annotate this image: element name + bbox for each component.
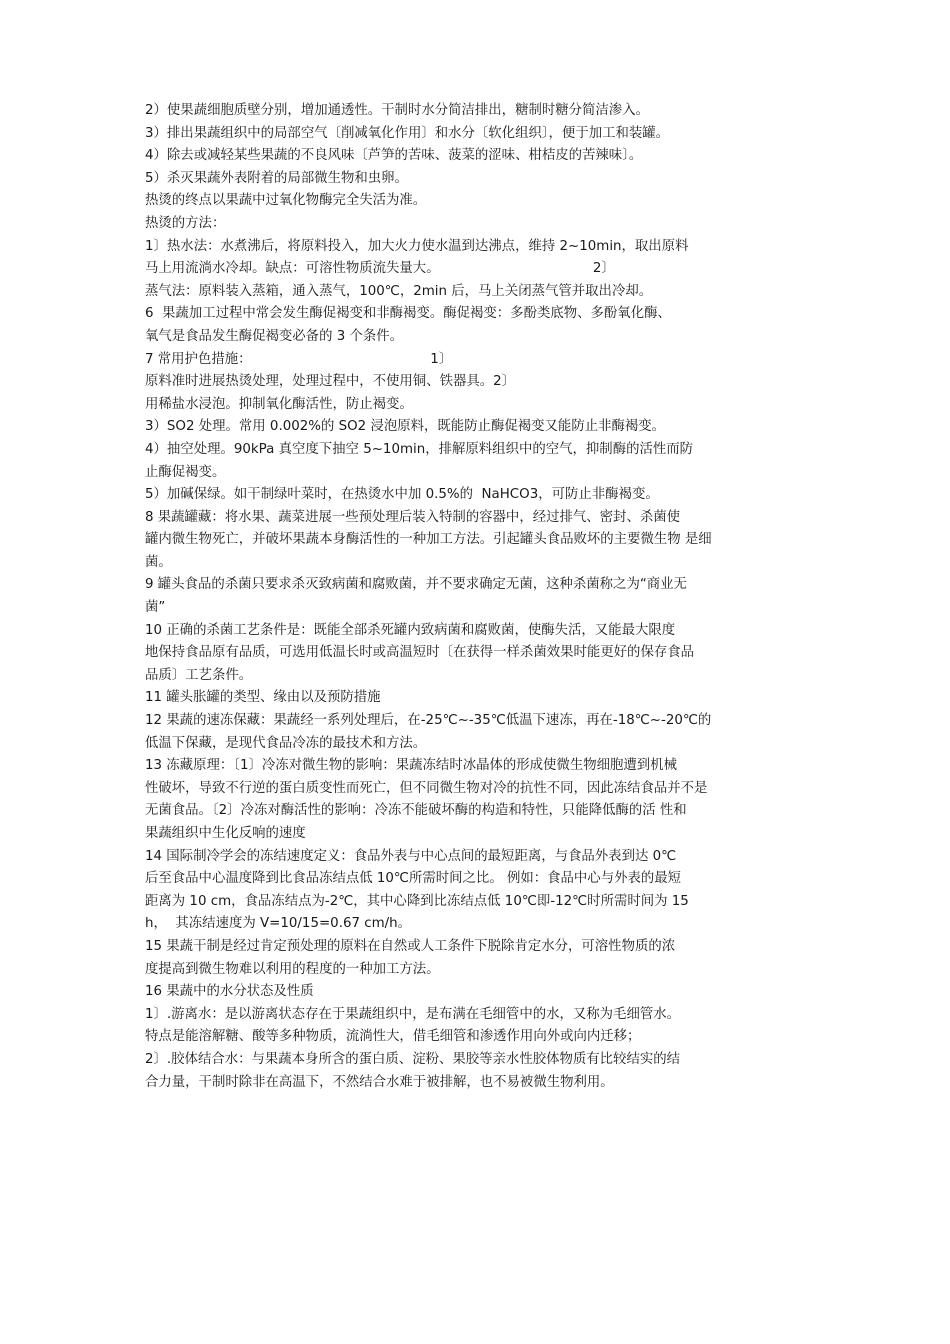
text-line: 氧气是食品发生酶促褐变必备的 3 个条件。 (145, 328, 404, 344)
text-line: 后至食品中心温度降到比食品冻结点低 10℃所需时间之比。 例如：食品中心与外表的最短 (145, 871, 682, 887)
text-line: 无菌食品。〔2〕冷冻对酶活性的影响：冷冻不能破坏酶的构造和特性，只能降低酶的活 性和 (145, 803, 687, 819)
text-line: 马上用流淌水冷却。缺点：可溶性物质流失量大。 2〕 (145, 261, 615, 277)
text-line: 热烫的方法： (145, 215, 226, 231)
text-line: 13 冻藏原理：〔1〕冷冻对微生物的影响：果蔬冻结时冰晶体的形成使微生物细胞遭到机械 (145, 758, 677, 774)
text-line: 7 常用护色措施： 1〕 (145, 351, 453, 367)
text-line: 4）除去或减轻某些果蔬的不良风味〔芦笋的苦味、菠菜的涩味、柑桔皮的苦辣味〕。 (145, 148, 643, 164)
text-line: 15 果蔬干制是经过肯定预处理的原料在自然或人工条件下脱除肯定水分，可溶性物质的浓 (145, 938, 676, 954)
text-line: 2）使果蔬细胞质壁分别，增加通透性。干制时水分简洁排出，糖制时糖分简洁渗入。 (145, 103, 649, 118)
text-line: 12 果蔬的速冻保藏：果蔬经一系列处理后，在-25℃~-35℃低温下速冻，再在-18℃~-20℃的 (145, 713, 712, 729)
text-line: 3）排出果蔬组织中的局部空气〔削减氧化作用〕和水分〔软化组织〕，便于加工和装罐。 (145, 125, 670, 141)
text-line: 6 果蔬加工过程中常会发生酶促褐变和非酶褐变。酶促褐变：多酚类底物、多酚氧化酶、 (145, 306, 671, 322)
text-line: 热烫的终点以果蔬中过氧化物酶完全失活为准。 (145, 193, 427, 209)
text-line: 原料准时进展热烫处理，处理过程中，不使用铜、铁器具。2〕 (145, 374, 516, 390)
text-line: 度提高到微生物难以利用的程度的一种加工方法。 (145, 961, 440, 977)
text-line: 9 罐头食品的杀菌只要求杀灭致病菌和腐败菌，并不要求确定无菌，这种杀菌称之为“商业无 (145, 577, 687, 593)
text-line: 5）杀灭果蔬外表附着的局部微生物和虫卵。 (145, 170, 408, 186)
text-line: 蒸气法：原料装入蒸箱，通入蒸气，100℃，2min 后，马上关闭蒸气管并取出冷却。 (145, 283, 653, 299)
text-line: 低温下保藏，是现代食品冷冻的最技术和方法。 (145, 735, 427, 751)
text-line: 菌” (145, 600, 166, 616)
text-line: 地保持食品原有品质，可选用低温长时或高温短时〔在获得一样杀菌效果时能更好的保存食品 (145, 645, 695, 661)
text-line: 10 正确的杀菌工艺条件是：既能全部杀死罐内致病菌和腐败菌，使酶失活，又能最大限度 (145, 622, 676, 638)
text-line: 16 果蔬中的水分状态及性质 (145, 984, 314, 1000)
text-line: 5）加碱保绿。如干制绿叶菜时，在热烫水中加 0.5%的 NaHCO3，可防止非酶褐变。 (145, 487, 659, 503)
text-line: 果蔬组织中生化反响的速度 (145, 826, 306, 841)
text-line: 品质〕工艺条件。 (145, 667, 253, 683)
text-line: 止酶促褐变。 (145, 464, 226, 480)
text-line: h， 其冻结速度为 V=10/15=0.67 cm/h。 (145, 916, 412, 932)
text-line: 性破坏，导致不行逆的蛋白质变性而死亡，但不同微生物对冷的抗性不同，因此冻结食品并不是 (145, 780, 708, 796)
text-line: 菌。 (145, 554, 172, 570)
text-line: 罐内微生物死亡，并破坏果蔬本身酶活性的一种加工方法。引起罐头食品败坏的主要微生物 是细 (145, 532, 712, 548)
text-line: 合力量，干制时除非在高温下，不然结合水难于被排解，也不易被微生物利用。 (145, 1074, 614, 1090)
text-line: 用稀盐水浸泡。抑制氧化酶活性，防止褐变。 (145, 396, 413, 412)
text-line: 1〕.游离水：是以游离状态存在于果蔬组织中，是布满在毛细管中的水，又称为毛细管水。 (145, 1006, 681, 1022)
text-line: 2〕.胶体结合水：与果蔬本身所含的蛋白质、淀粉、果胶等亲水性胶体物质有比较结实的结 (145, 1051, 681, 1067)
text-line: 3）SO2 处理。常用 0.002%的 SO2 浸泡原料，既能防止酶促褐变又能防止非酶褐变。 (145, 419, 666, 435)
document-body (145, 100, 820, 1094)
text-line: 1〕热水法：水煮沸后，将原料投入，加大火力使水温到达沸点，维持 2~10min，取出原料 (145, 238, 689, 254)
text-line: 11 罐头胀罐的类型、缘由以及预防措施 (145, 690, 381, 706)
text-line: 4）抽空处理。90kPa 真空度下抽空 5~10min，排解原料组织中的空气，抑制酶的活性而防 (145, 441, 694, 457)
text-line: 8 果蔬罐藏：将水果、蔬菜进展一些预处理后装入特制的容器中，经过排气、密封、杀菌使 (145, 509, 681, 525)
text-line: 特点是能溶解糖、酸等多种物质，流淌性大，借毛细管和渗透作用向外或向内迁移； (145, 1029, 641, 1045)
text-line: 14 国际制冷学会的冻结速度定义：食品外表与中心点间的最短距离，与食品外表到达 0℃ (145, 848, 677, 864)
text-line: 距离为 10 cm，食品冻结点为-2℃，其中心降到比冻结点低 10℃即-12℃时所需时间为 15 (145, 893, 689, 909)
